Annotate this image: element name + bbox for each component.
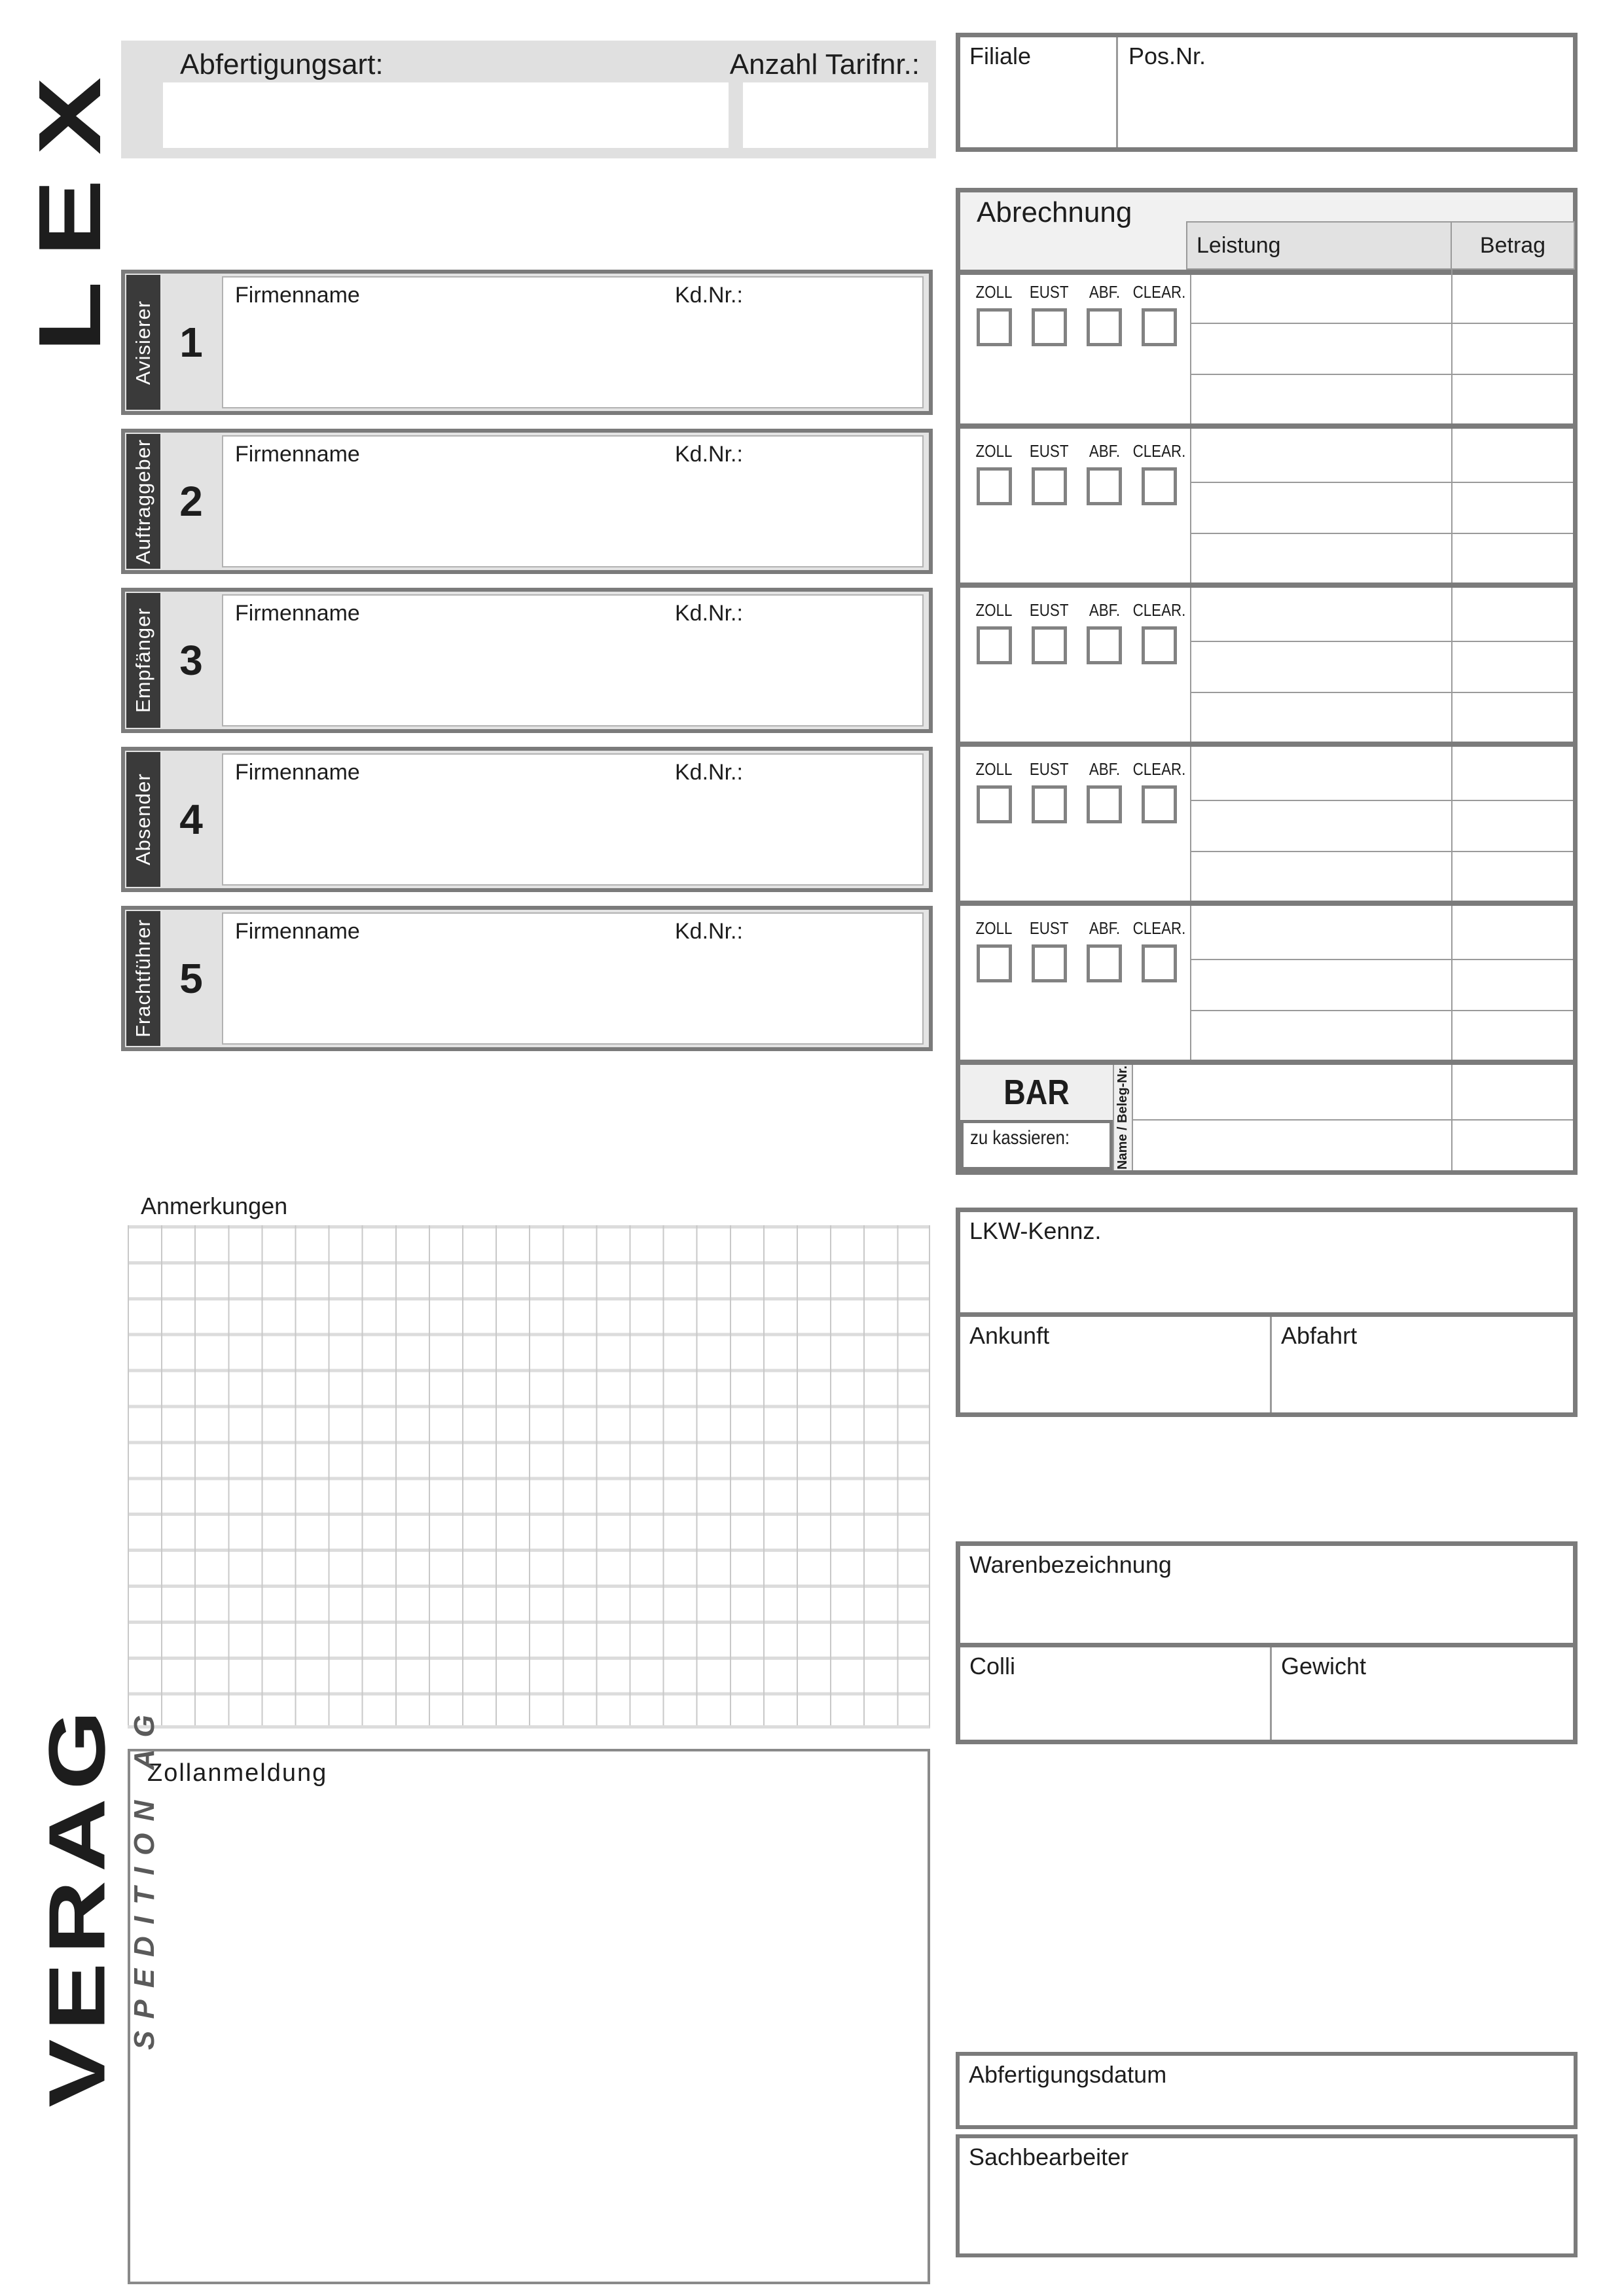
lex-logo-text: LEX <box>20 53 119 353</box>
party-number: 5 <box>179 955 203 1002</box>
firmenname-field[interactable] <box>222 276 924 408</box>
party-row-avisierer <box>121 270 933 415</box>
pos-nr-label: Pos.Nr. <box>1128 43 1206 69</box>
party-role-label: Frachtführer <box>132 919 154 1038</box>
zoll-label: ZOLL <box>976 600 1013 620</box>
zollanmeldung-field[interactable] <box>128 1749 930 2284</box>
abf-label: ABF. <box>1089 282 1120 302</box>
warenbezeichnung-field[interactable] <box>960 1546 1573 1643</box>
pos-nr-field[interactable] <box>1118 37 1573 147</box>
abf-label: ABF. <box>1089 600 1120 620</box>
filiale-label: Filiale <box>969 43 1032 69</box>
abf-checkbox[interactable] <box>1087 626 1122 664</box>
zoll-checkbox[interactable] <box>977 944 1012 982</box>
party-role-label: Empfänger <box>132 607 154 713</box>
lkw-divider <box>960 1312 1573 1317</box>
filiale-posnr-box <box>956 33 1578 152</box>
firmenname-field[interactable] <box>222 912 924 1045</box>
firmenname-label: Firmenname <box>235 919 360 944</box>
bar-row[interactable] <box>1134 1121 1573 1170</box>
party-number-zone <box>162 274 221 411</box>
betrag-header-label: Betrag <box>1479 232 1546 258</box>
eust-label: EUST <box>1030 759 1069 779</box>
eust-checkbox[interactable] <box>1032 467 1067 505</box>
abf-label: ABF. <box>1089 441 1120 461</box>
zoll-checkbox[interactable] <box>977 308 1012 346</box>
party-role-label: Avisierer <box>132 300 154 385</box>
gewicht-label: Gewicht <box>1281 1653 1367 1679</box>
clear-label: CLEAR. <box>1132 600 1186 620</box>
zoll-label: ZOLL <box>976 759 1013 779</box>
betrag-cells[interactable] <box>1453 911 1573 1060</box>
party-number: 1 <box>179 319 203 366</box>
checkbox-block <box>960 594 1188 731</box>
party-number-zone <box>162 751 221 888</box>
abfahrt-label: Abfahrt <box>1281 1322 1358 1349</box>
party-row-frachtfuehrer <box>121 906 933 1051</box>
party-role-strip <box>126 275 160 410</box>
firmenname-label: Firmenname <box>235 601 360 626</box>
leistung-cells[interactable] <box>1191 434 1451 583</box>
eust-checkbox[interactable] <box>1032 785 1067 823</box>
party-role-strip <box>126 593 160 728</box>
waren-box <box>956 1541 1578 1744</box>
party-number: 4 <box>179 796 203 843</box>
sachbearbeiter-field[interactable] <box>956 2134 1578 2257</box>
betrag-column-header <box>1451 221 1575 270</box>
clear-label: CLEAR. <box>1132 759 1186 779</box>
zoll-label: ZOLL <box>976 282 1013 302</box>
checkbox-block <box>960 435 1188 572</box>
firmenname-field[interactable] <box>222 435 924 567</box>
checkbox-block <box>960 276 1188 413</box>
zollanmeldung-label: Zollanmeldung <box>147 1759 328 1787</box>
clear-label: CLEAR. <box>1132 282 1186 302</box>
firmenname-label: Firmenname <box>235 442 360 467</box>
zu-kassieren-field[interactable] <box>960 1120 1113 1170</box>
leistung-cells[interactable] <box>1191 593 1451 742</box>
party-role-label: Auftraggeber <box>132 439 154 564</box>
firmenname-label: Firmenname <box>235 283 360 308</box>
kd-nr-label: Kd.Nr.: <box>675 601 743 626</box>
verag-logo-subtitle-text: SPEDITION AG <box>128 1703 160 2051</box>
abf-checkbox[interactable] <box>1087 944 1122 982</box>
lkw-kennz-field[interactable] <box>960 1212 1573 1312</box>
verag-logo-subtitle <box>128 1676 161 2078</box>
bar-title: BAR <box>1003 1072 1070 1112</box>
bar-cell <box>960 1065 1113 1119</box>
clear-label: CLEAR. <box>1132 918 1186 938</box>
kd-nr-label: Kd.Nr.: <box>675 442 743 467</box>
firmenname-label: Firmenname <box>235 760 360 785</box>
ankunft-label: Ankunft <box>969 1322 1050 1349</box>
block-separator <box>956 583 1578 588</box>
party-number: 3 <box>179 637 203 684</box>
gewicht-field[interactable] <box>1272 1647 1573 1740</box>
colli-label: Colli <box>969 1653 1016 1679</box>
abfertigungsart-label: Abfertigungsart: <box>180 48 384 81</box>
abf-checkbox[interactable] <box>1087 467 1122 505</box>
party-number-zone <box>162 433 221 570</box>
abfertigungsdatum-field[interactable] <box>956 2052 1578 2129</box>
clear-checkbox[interactable] <box>1142 785 1177 823</box>
zoll-label: ZOLL <box>976 441 1013 461</box>
anmerkungen-grid[interactable] <box>128 1225 930 1729</box>
eust-label: EUST <box>1030 600 1069 620</box>
party-row-empfaenger <box>121 588 933 733</box>
party-number: 2 <box>179 478 203 525</box>
abf-label: ABF. <box>1089 918 1120 938</box>
colli-field[interactable] <box>960 1647 1270 1740</box>
party-number-zone <box>162 910 221 1047</box>
anzahl-tarifnr-input[interactable] <box>743 82 928 148</box>
lkw-kennz-label: LKW-Kennz. <box>969 1217 1102 1244</box>
clear-checkbox[interactable] <box>1142 308 1177 346</box>
party-role-strip <box>126 434 160 569</box>
leistung-cells[interactable] <box>1191 275 1451 423</box>
party-role-strip <box>126 911 160 1046</box>
zu-kassieren-label: zu kassieren: <box>970 1127 1070 1149</box>
filiale-field[interactable] <box>960 37 1116 147</box>
zoll-checkbox[interactable] <box>977 467 1012 505</box>
warenbezeichnung-label: Warenbezeichnung <box>969 1551 1172 1578</box>
firmenname-field[interactable] <box>222 753 924 886</box>
anzahl-tarifnr-label: Anzahl Tarifnr.: <box>729 48 920 81</box>
abf-checkbox[interactable] <box>1087 785 1122 823</box>
eust-checkbox[interactable] <box>1032 626 1067 664</box>
abrechnung-title: Abrechnung <box>977 196 1132 228</box>
sachbearbeiter-label: Sachbearbeiter <box>969 2144 1129 2170</box>
block-separator <box>956 742 1578 747</box>
waren-divider <box>960 1643 1573 1647</box>
checkbox-block <box>960 753 1188 890</box>
clear-checkbox[interactable] <box>1142 944 1177 982</box>
ankunft-field[interactable] <box>960 1317 1270 1412</box>
clear-label: CLEAR. <box>1132 441 1186 461</box>
betrag-cells[interactable] <box>1453 275 1573 423</box>
block-separator <box>956 901 1578 906</box>
betrag-cells[interactable] <box>1453 593 1573 742</box>
kd-nr-label: Kd.Nr.: <box>675 283 743 308</box>
header-band <box>121 41 936 158</box>
party-row-auftraggeber <box>121 429 933 574</box>
kd-nr-label: Kd.Nr.: <box>675 919 743 944</box>
party-row-absender <box>121 747 933 892</box>
abfahrt-field[interactable] <box>1272 1317 1573 1412</box>
abf-label: ABF. <box>1089 759 1120 779</box>
betrag-cells[interactable] <box>1453 434 1573 583</box>
lex-logo <box>20 0 119 410</box>
kd-nr-label: Kd.Nr.: <box>675 760 743 785</box>
verag-logo <box>26 1683 128 2126</box>
abrechnung-header-rule <box>956 270 1578 275</box>
zoll-checkbox[interactable] <box>977 785 1012 823</box>
clear-checkbox[interactable] <box>1142 467 1177 505</box>
betrag-cells[interactable] <box>1453 752 1573 901</box>
eust-label: EUST <box>1030 282 1069 302</box>
verag-logo-text: VERAG <box>32 1702 122 2108</box>
zoll-checkbox[interactable] <box>977 626 1012 664</box>
checkbox-block <box>960 912 1188 1049</box>
leistung-header-label: Leistung <box>1197 232 1281 258</box>
name-beleg-strip <box>1113 1065 1133 1170</box>
lkw-box <box>956 1208 1578 1417</box>
eust-checkbox[interactable] <box>1032 308 1067 346</box>
clear-checkbox[interactable] <box>1142 626 1177 664</box>
name-beleg-label: Name / Beleg-Nr. <box>1115 1066 1130 1170</box>
leistung-column-header <box>1186 221 1452 270</box>
abf-checkbox[interactable] <box>1087 308 1122 346</box>
block-separator <box>956 1060 1578 1065</box>
party-role-strip <box>126 752 160 887</box>
abfertigungsdatum-label: Abfertigungsdatum <box>969 2061 1167 2088</box>
firmenname-field[interactable] <box>222 594 924 726</box>
party-role-label: Absender <box>132 773 154 866</box>
eust-checkbox[interactable] <box>1032 944 1067 982</box>
eust-label: EUST <box>1030 918 1069 938</box>
abfertigungsart-input[interactable] <box>163 82 729 148</box>
leistung-cells[interactable] <box>1191 752 1451 901</box>
leistung-cells[interactable] <box>1191 911 1451 1060</box>
zoll-label: ZOLL <box>976 918 1013 938</box>
block-separator <box>956 423 1578 429</box>
anmerkungen-label: Anmerkungen <box>141 1193 288 1219</box>
party-number-zone <box>162 592 221 729</box>
eust-label: EUST <box>1030 441 1069 461</box>
bar-row[interactable] <box>1134 1065 1573 1119</box>
